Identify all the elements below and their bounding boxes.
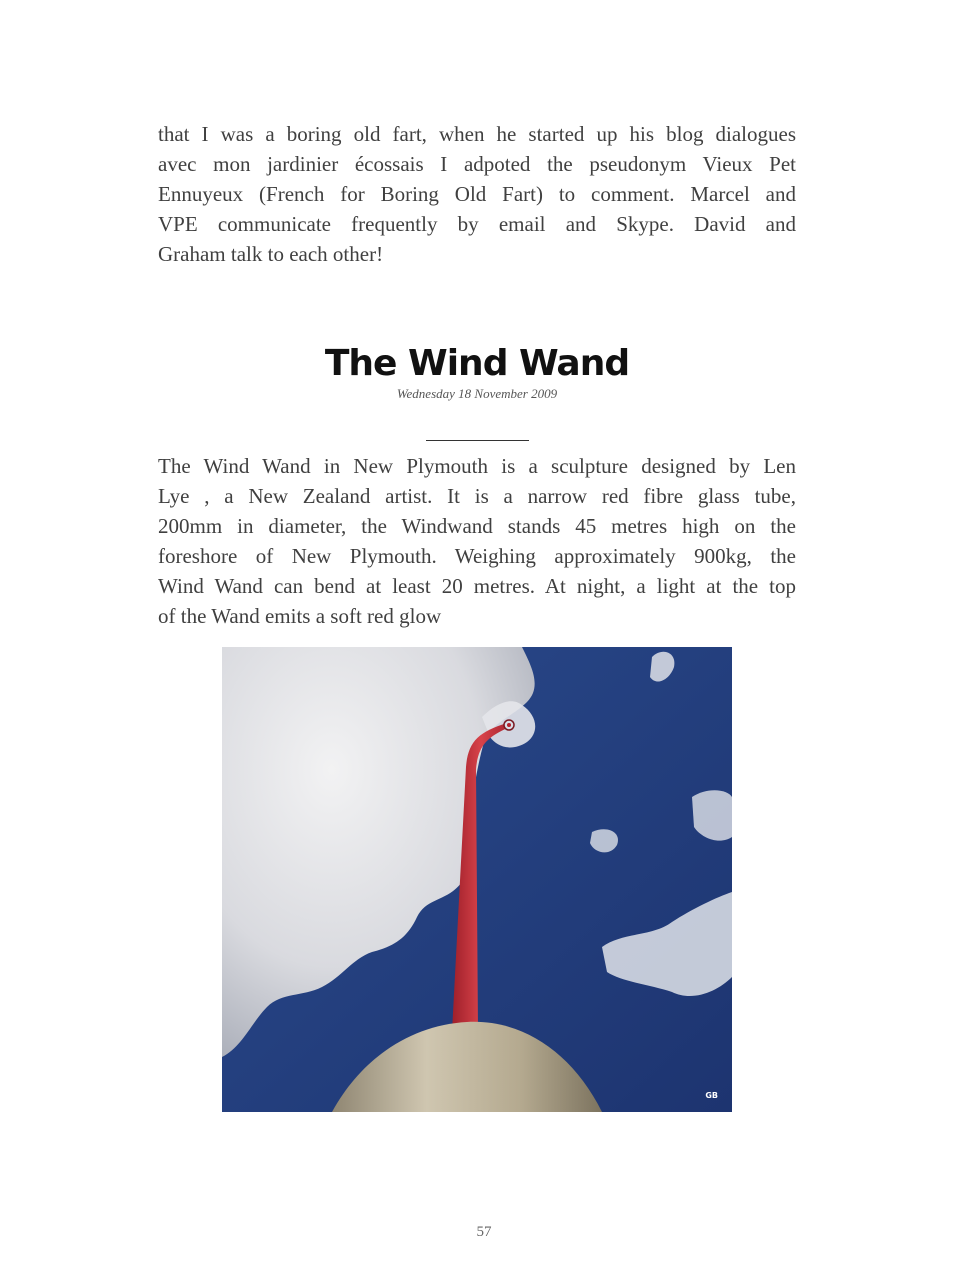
text-line: foreshore of New Plymouth. Weighing approximately 900kg, the — [158, 544, 796, 568]
post-date: Wednesday 18 November 2009 — [396, 386, 558, 401]
post-body — [158, 451, 796, 631]
text-line: VPE communicate frequently by email and Skype. David and — [158, 212, 796, 236]
photo-illustration — [222, 647, 732, 1112]
text-line: Lye , a New Zealand artist. It is a narrow red fibre glass tube, — [158, 484, 796, 508]
text-line: of the Wand emits a soft red glow — [158, 604, 442, 628]
text-line: 200mm in diameter, the Windwand stands 45 metres high on the — [158, 514, 796, 538]
page-number: 57 — [476, 1224, 492, 1240]
text-line: that I was a boring old fart, when he started up his blog dialogues — [158, 122, 796, 146]
text-line: avec mon jardinier écossais I adpoted the pseudonym Vieux Pet — [158, 152, 796, 176]
wind-wand-photo — [222, 647, 732, 1112]
continuation-paragraph — [158, 119, 796, 269]
photo-credit: GB — [705, 1091, 718, 1100]
title-separator — [426, 440, 529, 441]
text-line: Ennuyeux (French for Boring Old Fart) to comment. Marcel and — [158, 182, 796, 206]
text-line: Graham talk to each other! — [158, 242, 384, 266]
text-line: Wind Wand can bend at least 20 metres. At night, a light at the top — [158, 574, 796, 598]
text-line: The Wind Wand in New Plymouth is a sculpture designed by Len — [158, 454, 796, 478]
post-title: The Wind Wand — [324, 343, 630, 384]
